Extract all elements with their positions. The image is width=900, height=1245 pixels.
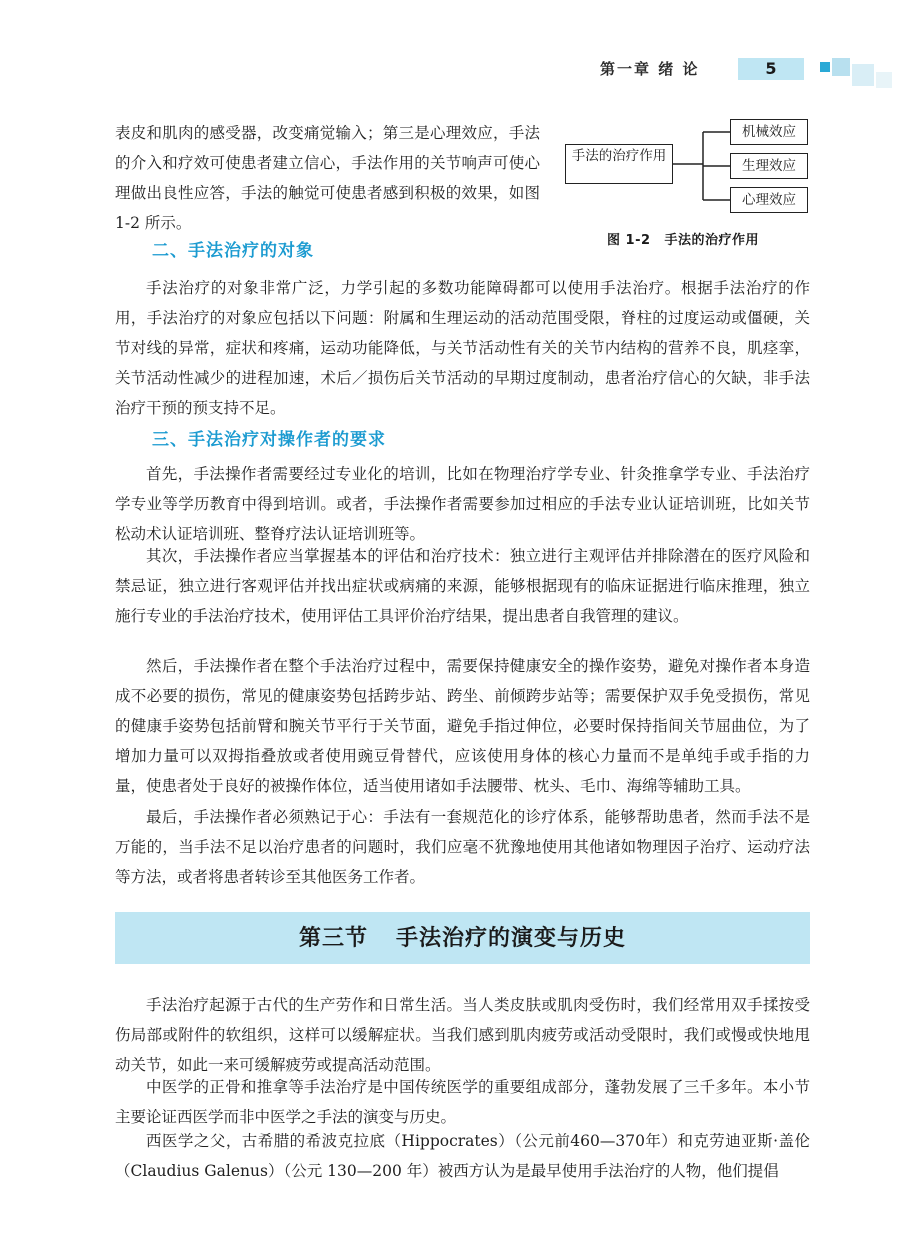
chapter-title: 第一章 绪 论 <box>600 60 700 78</box>
section-title-band <box>115 912 810 964</box>
requirements-paragraph-4: 最后，手法操作者必须熟记于心：手法有一套规范化的诊疗体系，能够帮助患者，然而手法不是万能的，当手法不足以治疗患者的问题时，我们应毫不犹豫地使用其他诸如物理因子治疗、运动疗法等方法，或者将患者转诊至其他医务工作者。 <box>115 808 810 886</box>
diagram-target-mechanical: 机械效应 <box>730 119 808 145</box>
intro-paragraph: 表皮和肌肉的感受器，改变痛觉输入；第三是心理效应，手法的介入和疗效可使患者建立信心，手法作用的关节响声可使心理做出良性应答，手法的触觉可使患者感到积极的效果，如图 1-2 所示。 <box>115 124 540 232</box>
history-paragraph-3: 西医学之父，古希腊的希波克拉底（Hippocrates）（公元前460—370年）和克劳迪亚斯·盖伦（Claudius Galenus）（公元 130—200 年）被西方认为是最早使用手法治疗的人物，他们提倡 <box>115 1132 810 1180</box>
requirements-paragraph-1: 首先，手法操作者需要经过专业化的培训，比如在物理治疗学专业、针灸推拿学专业、手法治疗学专业等学历教育中得到培训。或者，手法操作者需要参加过相应的手法专业认证培训班，比如关节松动术认证培训班、整脊疗法认证培训班等。 <box>115 465 810 543</box>
section-heading-requirements: 三、手法治疗对操作者的要求 <box>152 430 386 450</box>
section-title <box>115 912 810 964</box>
caption-text: 手法的治疗作用 <box>664 233 760 248</box>
page-number: 5 <box>738 58 804 80</box>
diagram-source-box: 手法的治疗作用 <box>565 144 673 184</box>
history-paragraph-1: 手法治疗起源于古代的生产劳作和日常生活。当人类皮肤或肌肉受伤时，我们经常用双手揉按受伤局部或附件的软组织，这样可以缓解症状。当我们感到肌肉疲劳或活动受限时，我们或慢或快地甩动关节，如此一来可缓解疲劳或提高活动范围。 <box>115 996 810 1074</box>
history-paragraph-2: 中医学的正骨和推拿等手法治疗是中国传统医学的重要组成部分，蓬勃发展了三千多年。本小节主要论证西医学而非中医学之手法的演变与历史。 <box>115 1078 810 1126</box>
diagram-target-psychological: 心理效应 <box>730 187 808 213</box>
section-heading-objects: 二、手法治疗的对象 <box>152 241 314 261</box>
caption-number: 图 1-2 <box>607 233 651 248</box>
requirements-paragraph-2: 其次，手法操作者应当掌握基本的评估和治疗技术：独立进行主观评估并排除潜在的医疗风险和禁忌证，独立进行客观评估并找出症状或病痛的来源，能够根据现有的临床证据进行临床推理，独立施行专业的手法治疗技术，使用评估工具评价治疗结果，提出患者自我管理的建议。 <box>115 547 810 625</box>
figure-caption <box>607 229 759 248</box>
section-number: 第三节 <box>298 925 368 951</box>
requirements-paragraph-3: 然后，手法操作者在整个手法治疗过程中，需要保持健康安全的操作姿势，避免对操作者本身造成不必要的损伤，常见的健康姿势包括跨步站、跨坐、前倾跨步站等；需要保护双手免受损伤，常见的健康手姿势包括前臂和腕关节平行于关节面，避免手指过伸位，必要时保持指间关节屈曲位，为了增加力量可以双拇指叠放或者使用豌豆骨替代，应该使用身体的核心力量而不是单纯手或手指的力量，使患者处于良好的被操作体位，适当使用诸如手法腰带、枕头、毛巾、海绵等辅助工具。 <box>115 657 810 795</box>
objects-paragraph: 手法治疗的对象非常广泛，力学引起的多数功能障碍都可以使用手法治疗。根据手法治疗的作用，手法治疗的对象应包括以下问题：附属和生理运动的活动范围受限，脊柱的过度运动或僵硬，关节对线的异常，症状和疼痛，运动功能降低，与关节活动性有关的关节内结构的营养不良，肌痉挛，关节活动性减少的进程加速，术后／损伤后关节活动的早期过度制动，患者治疗信心的欠缺，非手法治疗干预的预支持不足。 <box>115 279 810 417</box>
section-name: 手法治疗的演变与历史 <box>396 925 627 951</box>
diagram-target-physiological: 生理效应 <box>730 153 808 179</box>
